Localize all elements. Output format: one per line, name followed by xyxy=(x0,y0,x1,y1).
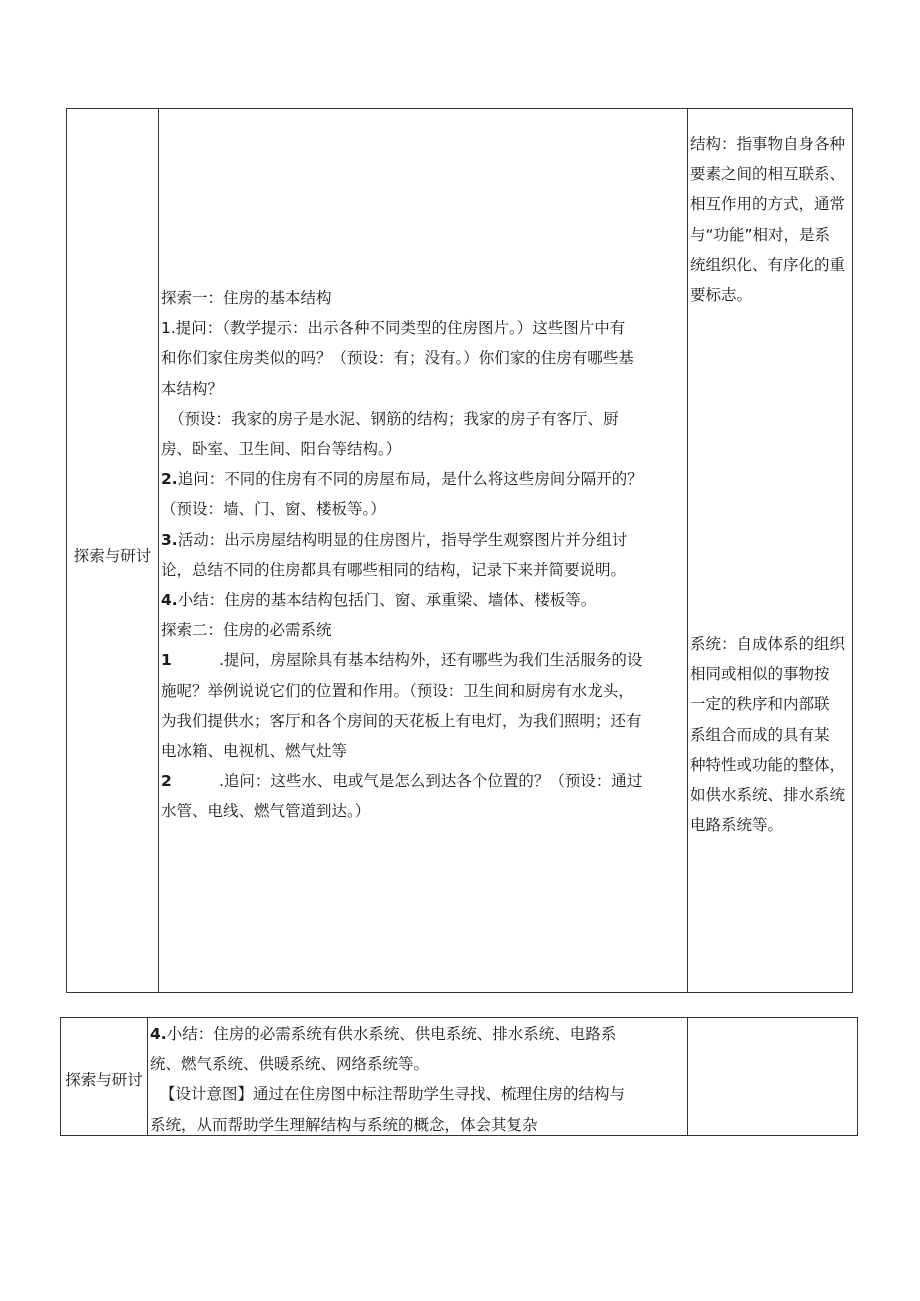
structure-definition xyxy=(690,129,852,310)
question-1 xyxy=(161,645,687,675)
preset-answer: （预设：我家的房子是水泥、钢筋的结构；我家的房子有客厅、厨 xyxy=(169,409,619,428)
column-divider xyxy=(687,109,688,992)
section-title: 探索一：住房的基本结构 xyxy=(161,289,332,307)
preset-answer: 房、卧室、卫生间、阳台等结构。） xyxy=(161,440,402,459)
question-text: 和你们家住房类似的吗？（预设：有；没有。）你们家的住房有哪些基 xyxy=(161,349,634,368)
definition-line: 系统：自成体系的组织 xyxy=(690,635,846,653)
question-text: 活动：出示房屋结构明显的住房图片，指导学生观察图片并分组讨 xyxy=(177,530,628,549)
item-number: 1 xyxy=(161,651,172,670)
definition-line: 统组织化、有序化的重 xyxy=(690,255,846,274)
question-2 xyxy=(161,766,687,796)
notes-cell xyxy=(690,109,852,992)
lesson-table-2 xyxy=(60,1017,858,1136)
stage-label: 探索与研讨 xyxy=(73,547,152,565)
main-content-cell xyxy=(150,1018,687,1135)
item-number: 2. xyxy=(161,470,178,489)
system-definition xyxy=(690,629,845,840)
summary xyxy=(161,585,687,615)
definition-line: 系组合而成的具有某 xyxy=(690,725,830,744)
question-1 xyxy=(161,313,687,343)
item-number: 3. xyxy=(161,530,178,549)
definition-line: 一定的秩序和内部联 xyxy=(690,695,830,714)
main-content-cell xyxy=(161,109,687,992)
question-text: .提问，房屋除具有基本结构外，还有哪些为我们生活服务的设 xyxy=(219,651,643,670)
item-number: 4. xyxy=(150,1025,167,1043)
question-text: 为我们提供水；客厅和各个房间的天花板上有电灯，为我们照明；还有 xyxy=(161,711,642,730)
column-divider xyxy=(147,1018,148,1135)
notes-cell xyxy=(690,1018,856,1135)
definition-line: 如供水系统、排水系统 xyxy=(690,786,846,805)
definition-line: 要素之间的相互联系、 xyxy=(690,165,846,184)
item-number: 4. xyxy=(161,591,178,610)
definition-line: 种特性或功能的整体， xyxy=(690,755,846,774)
question-text: 提问：（教学提示：出示各种不同类型的住房图片。）这些图片中有 xyxy=(175,319,626,338)
question-text: 论，总结不同的住房都具有哪些相同的结构，记录下来并简要说明。 xyxy=(161,560,627,579)
question-text: .追问：这些水、电或气是怎么到达各个位置的？（预设：通过 xyxy=(219,772,643,791)
summary-text: 小结：住房的基本结构包括门、窗、承重梁、墙体、楼板等。 xyxy=(177,591,597,610)
item-number: 2 xyxy=(161,772,172,791)
definition-line: 相互作用的方式，通常 xyxy=(690,195,846,214)
summary-text: 统、燃气系统、供暖系统、网络系统等。 xyxy=(150,1055,430,1074)
definition-line: 结构：指事物自身各种 xyxy=(690,135,846,153)
summary-text: 小结：住房的必需系统有供水系统、供电系统、排水系统、电路系 xyxy=(166,1025,617,1043)
stage-label-cell xyxy=(67,109,158,992)
column-divider xyxy=(687,1018,688,1135)
column-divider xyxy=(158,109,159,992)
definition-line: 电路系统等。 xyxy=(690,816,784,835)
lesson-table-1 xyxy=(66,108,853,993)
question-text: 电冰箱、电视机、燃气灶等 xyxy=(161,742,348,761)
stage-label: 探索与研讨 xyxy=(65,1071,143,1089)
summary xyxy=(150,1019,687,1049)
question-2 xyxy=(161,464,687,494)
question-text: 水管、电线、燃气管道到达。） xyxy=(161,802,371,821)
question-text: 本结构？ xyxy=(161,379,224,398)
question-text: 施呢？举例说说它们的位置和作用。（预设：卫生间和厨房有水龙头， xyxy=(161,681,634,700)
question-3 xyxy=(161,525,687,555)
definition-line: 相同或相似的事物按 xyxy=(690,665,830,684)
question-text: 追问：不同的住房有不同的房屋布局，是什么将这些房间分隔开的？ xyxy=(177,470,643,489)
section-title: 探索二：住房的必需系统 xyxy=(161,621,332,640)
definition-line: 与“功能”相对，是系 xyxy=(690,225,831,244)
item-number: 1. xyxy=(161,319,176,338)
design-intent: 系统，从而帮助学生理解结构与系统的概念，体会其复杂 xyxy=(150,1115,538,1134)
design-intent: 【设计意图】通过在住房图中标注帮助学生寻找、梳理住房的结构与 xyxy=(160,1085,626,1104)
definition-line: 要标志。 xyxy=(690,286,753,305)
preset-answer: （预设：墙、门、窗、楼板等。） xyxy=(161,500,386,519)
stage-label-cell xyxy=(61,1018,147,1135)
